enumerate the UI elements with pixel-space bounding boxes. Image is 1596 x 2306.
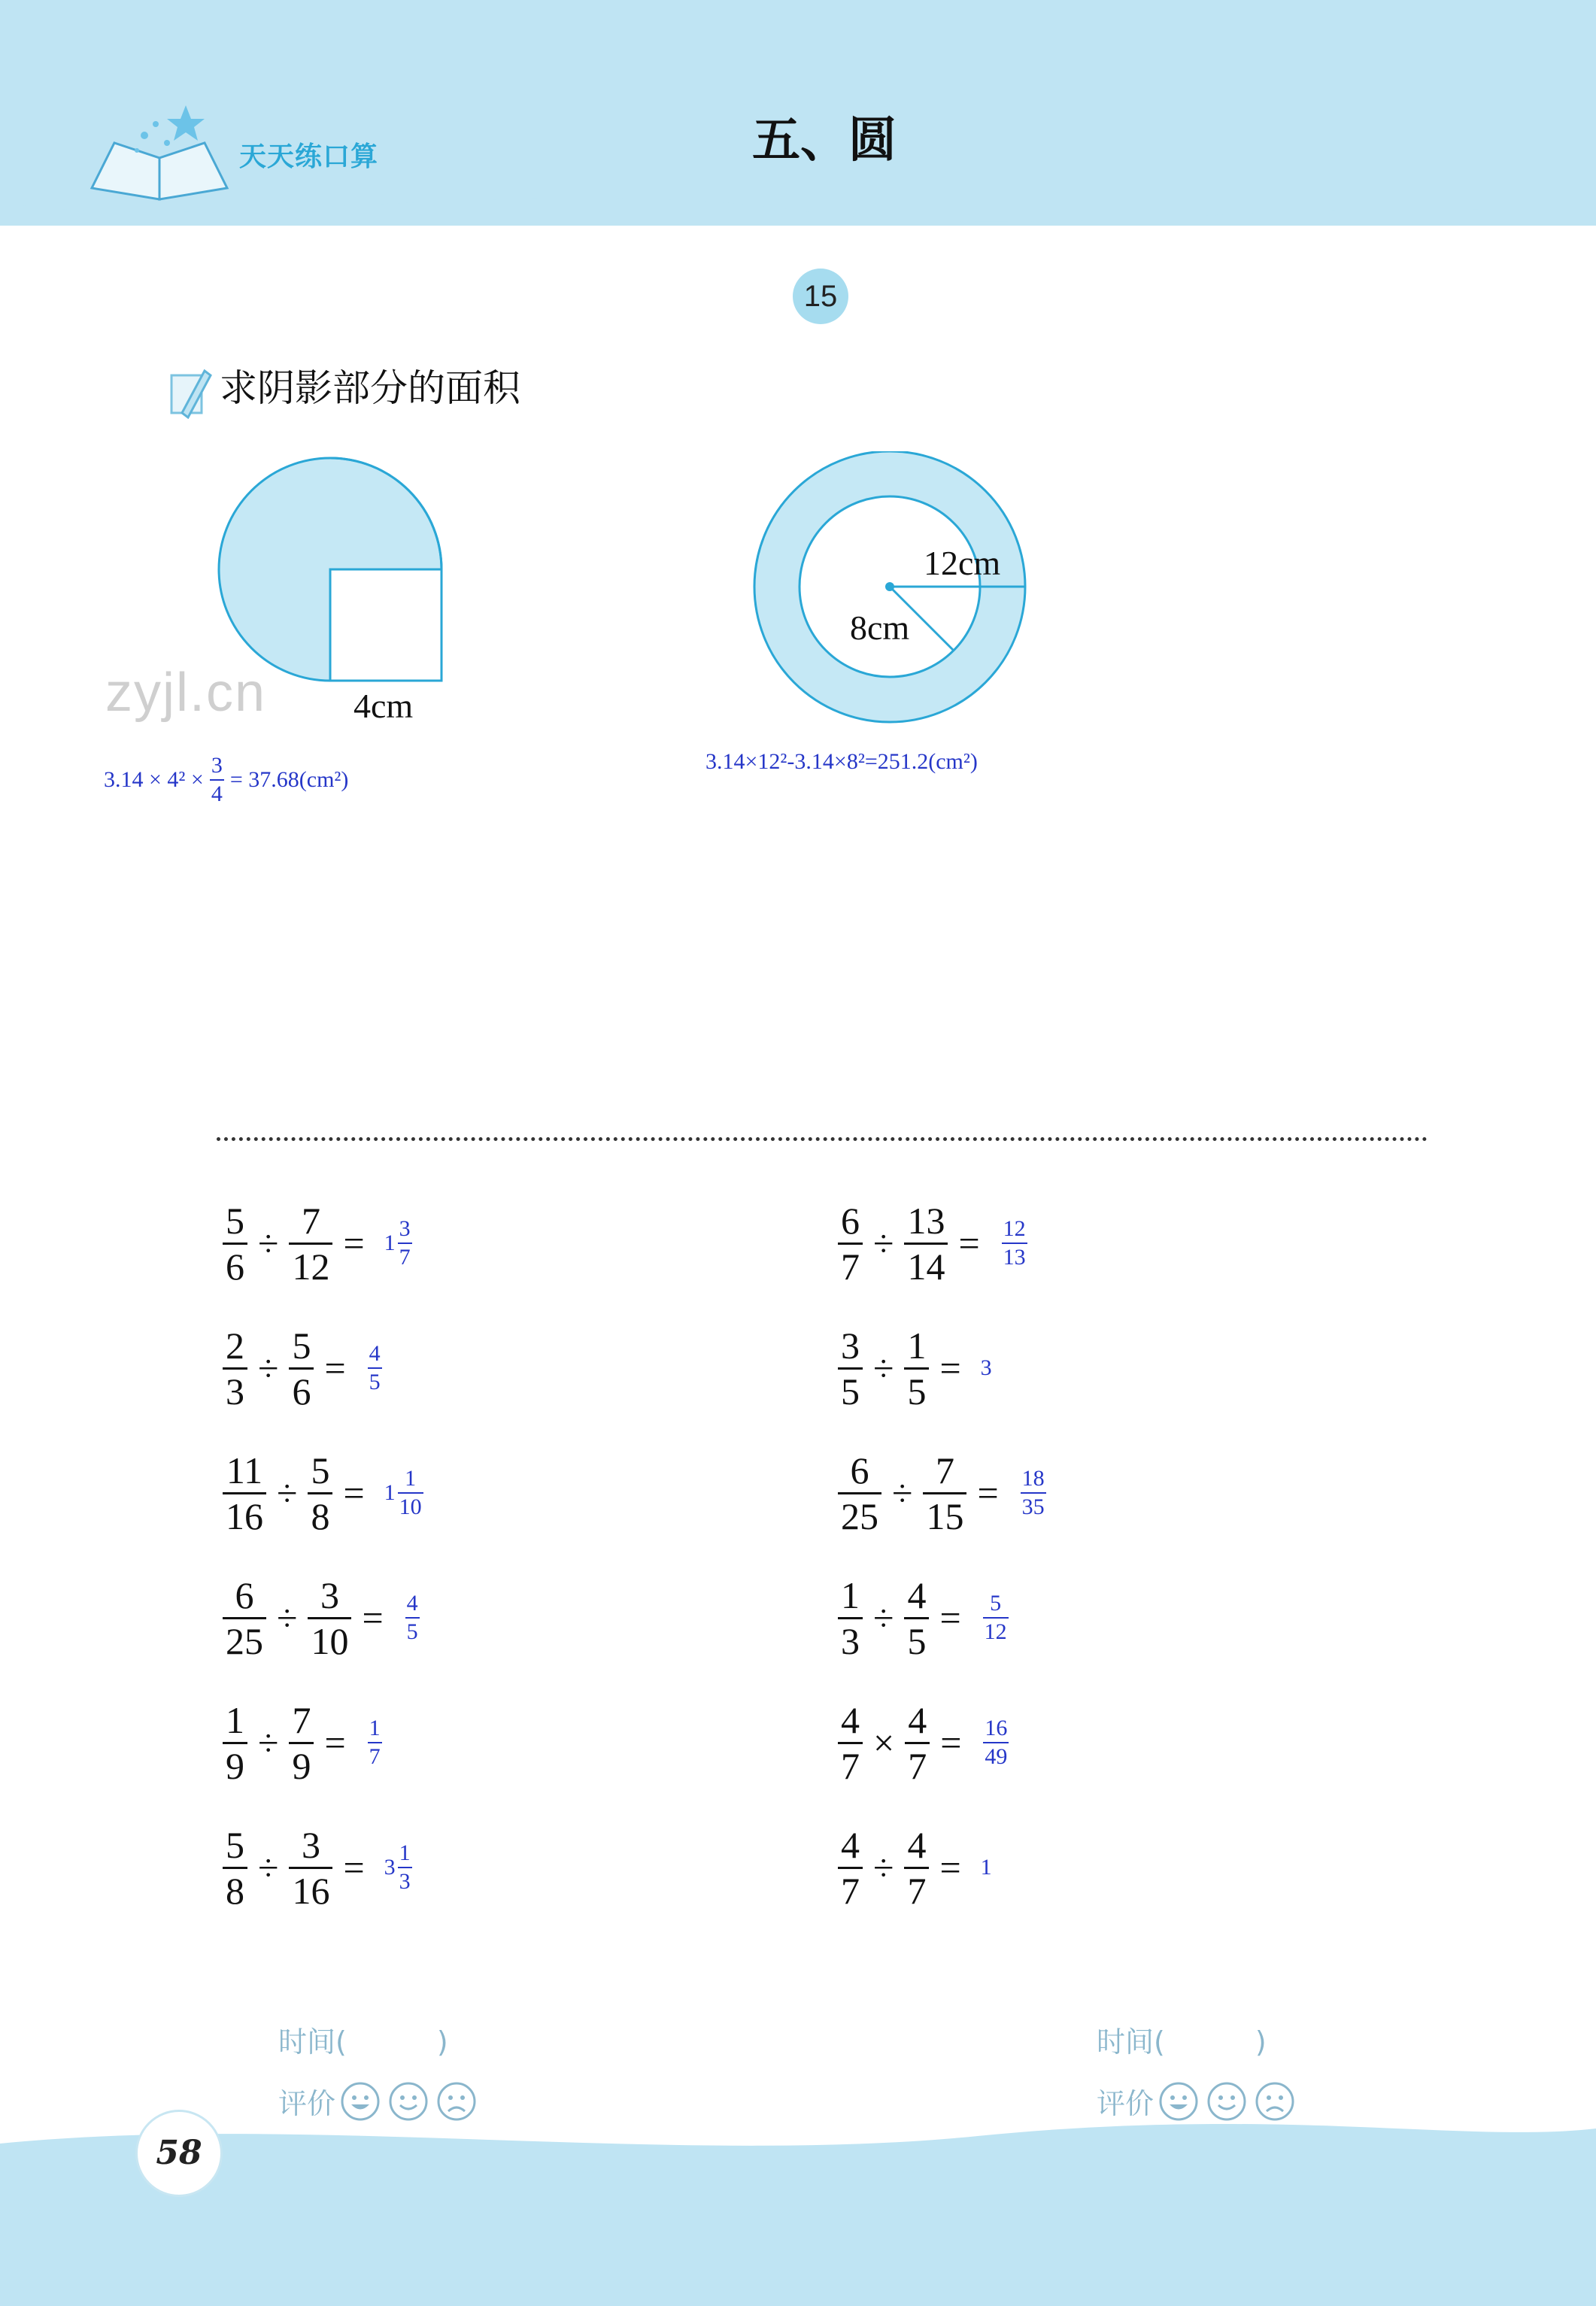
- fraction: [1002, 1215, 1027, 1271]
- fraction: [838, 1573, 863, 1663]
- denominator: 3: [398, 1867, 412, 1895]
- denominator: 12: [289, 1243, 332, 1288]
- denominator: 8: [308, 1492, 332, 1538]
- denominator: 8: [223, 1867, 247, 1913]
- denominator: 6: [289, 1367, 314, 1413]
- denominator: 9: [289, 1742, 314, 1788]
- smile-icon[interactable]: [1158, 2081, 1199, 2122]
- denominator: 3: [223, 1367, 247, 1413]
- operator: ÷: [873, 1597, 894, 1639]
- pencil-note-icon: [167, 365, 214, 419]
- answer-fraction: [210, 752, 224, 808]
- denominator: 25: [838, 1492, 881, 1538]
- side-length-label: 4cm: [353, 687, 414, 725]
- denominator: 16: [223, 1492, 266, 1538]
- fraction: [308, 1573, 351, 1663]
- right-figure-answer: 3.14×12²-3.14×8²=251.2(cm²): [705, 749, 978, 774]
- numerator: 4: [908, 1698, 927, 1741]
- smile-icon[interactable]: [1206, 2081, 1247, 2122]
- exercise-row: [218, 1805, 423, 1930]
- answer-integer: 1: [980, 1855, 992, 1880]
- rating-field-left: [278, 2080, 477, 2122]
- numerator: 1: [907, 1324, 927, 1367]
- operator: ×: [873, 1722, 895, 1764]
- answer: [1018, 1465, 1046, 1521]
- fraction: [368, 1715, 382, 1770]
- time-label: 时间(: [278, 2025, 347, 2059]
- operator: ÷: [873, 1222, 894, 1264]
- numerator: 5: [292, 1324, 311, 1367]
- fraction: [223, 1449, 266, 1538]
- exercise-row: [218, 1680, 423, 1805]
- numerator: 7: [935, 1449, 954, 1491]
- equals-sign: =: [343, 1222, 365, 1264]
- fraction: [838, 1324, 863, 1413]
- denominator: 25: [223, 1617, 266, 1663]
- denominator: 10: [308, 1617, 351, 1663]
- numerator: 4: [841, 1823, 860, 1866]
- equals-sign: =: [362, 1597, 384, 1639]
- denominator: 12: [983, 1617, 1009, 1646]
- answer: [1000, 1215, 1027, 1271]
- header-wave: [0, 173, 1596, 263]
- numerator: 6: [850, 1449, 869, 1491]
- footer-wave: [0, 2098, 1596, 2174]
- fraction: [904, 1199, 948, 1288]
- operator: ÷: [277, 1597, 298, 1639]
- fraction: [289, 1698, 314, 1788]
- operator: ÷: [892, 1472, 913, 1514]
- equals-sign: =: [939, 1597, 961, 1639]
- numerator: 1: [841, 1573, 860, 1616]
- fraction: [838, 1823, 863, 1913]
- fraction: [398, 1840, 412, 1895]
- equals-sign: =: [324, 1722, 346, 1764]
- watermark-text: zyjl.cn: [105, 663, 267, 723]
- answer-whole: 1: [384, 1230, 396, 1255]
- exercise-row: [218, 1181, 423, 1306]
- fraction: [983, 1715, 1009, 1770]
- operator: ÷: [873, 1347, 894, 1389]
- equals-sign: =: [940, 1722, 962, 1764]
- fraction: [289, 1199, 332, 1288]
- numerator: 11: [226, 1449, 263, 1491]
- answer-whole: 1: [384, 1480, 396, 1505]
- answer-fraction-denominator: 4: [210, 779, 224, 808]
- fraction: [904, 1324, 929, 1413]
- fraction: [838, 1449, 881, 1538]
- equals-sign: =: [343, 1846, 365, 1889]
- chapter-title: 五、圆: [752, 113, 897, 168]
- equals-sign: =: [939, 1347, 961, 1389]
- book-logo-icon: [84, 98, 235, 203]
- left-figure-answer: [104, 752, 348, 808]
- fraction: [838, 1698, 863, 1788]
- time-field-left: [278, 2019, 448, 2060]
- numerator: 4: [406, 1591, 418, 1616]
- fraction: [983, 1590, 1009, 1646]
- exercise-row: [833, 1805, 1046, 1930]
- fraction: [1021, 1465, 1046, 1521]
- frown-icon[interactable]: [1255, 2081, 1295, 2122]
- answer-suffix: = 37.68(cm²): [229, 767, 349, 792]
- denominator: 5: [904, 1367, 929, 1413]
- denominator: 7: [838, 1867, 863, 1913]
- exercise-row: [833, 1680, 1046, 1805]
- page-number: 58: [135, 2110, 223, 2197]
- numerator: 1: [399, 1840, 411, 1865]
- numerator: 1: [226, 1698, 244, 1741]
- denominator: 3: [838, 1617, 863, 1663]
- numerator: 3: [841, 1324, 860, 1367]
- series-title: 天天练口算: [239, 141, 379, 171]
- equals-sign: =: [324, 1347, 346, 1389]
- equals-sign: =: [343, 1472, 365, 1514]
- fraction: [368, 1340, 382, 1396]
- numerator: 5: [990, 1591, 1002, 1616]
- numerator: 3: [399, 1216, 411, 1241]
- exercise-row: [218, 1555, 423, 1680]
- answer: [366, 1715, 382, 1770]
- time-field-right: [1097, 2019, 1267, 2060]
- answer-prefix: 3.14 × 4² ×: [104, 767, 204, 792]
- numerator: 18: [1021, 1466, 1045, 1491]
- dotted-separator: [217, 1137, 1428, 1141]
- denominator: 35: [1021, 1492, 1046, 1521]
- answer: [366, 1340, 382, 1396]
- denominator: 5: [368, 1367, 382, 1396]
- answer-whole: 3: [384, 1855, 396, 1880]
- numerator: 3: [320, 1573, 339, 1616]
- numerator: 4: [907, 1573, 927, 1616]
- denominator: 7: [838, 1742, 863, 1788]
- fraction: [398, 1465, 423, 1521]
- operator: ÷: [873, 1846, 894, 1889]
- numerator: 1: [369, 1716, 381, 1740]
- answer: [981, 1715, 1009, 1770]
- fraction: [904, 1573, 929, 1663]
- denominator: 5: [904, 1617, 929, 1663]
- exercise-row: [833, 1555, 1046, 1680]
- denominator: 15: [923, 1492, 966, 1538]
- equals-sign: =: [958, 1222, 980, 1264]
- denominator: 7: [904, 1867, 929, 1913]
- rating-label: 评价: [278, 2087, 336, 2120]
- left-exercise-column: [218, 1181, 423, 1930]
- rating-label: 评价: [1097, 2087, 1155, 2120]
- numerator: 16: [985, 1716, 1008, 1740]
- operator: ÷: [258, 1222, 279, 1264]
- answer: [981, 1590, 1009, 1646]
- equals-sign: =: [977, 1472, 999, 1514]
- denominator: 7: [838, 1243, 863, 1288]
- fraction: [223, 1324, 247, 1413]
- exercise-row: [833, 1181, 1046, 1306]
- denominator: 7: [905, 1742, 930, 1788]
- fraction: [905, 1698, 930, 1788]
- numerator: 6: [841, 1199, 860, 1242]
- fraction: [223, 1573, 266, 1663]
- operator: ÷: [258, 1846, 279, 1889]
- denominator: 49: [983, 1742, 1009, 1770]
- numerator: 6: [235, 1573, 254, 1616]
- fraction: [838, 1199, 863, 1288]
- numerator: 7: [301, 1199, 320, 1242]
- answer: [981, 1855, 992, 1880]
- fraction: [223, 1823, 247, 1913]
- numerator: 5: [226, 1199, 244, 1242]
- exercise-number-badge: 15: [793, 269, 848, 324]
- operator: ÷: [258, 1722, 279, 1764]
- answer: [384, 1215, 412, 1271]
- answer: [384, 1465, 423, 1521]
- exercise-row: [833, 1431, 1046, 1555]
- ring-figure: [745, 451, 1045, 737]
- denominator: 7: [368, 1742, 382, 1770]
- frown-icon[interactable]: [436, 2081, 477, 2122]
- right-exercise-column: [833, 1181, 1046, 1930]
- denominator: 6: [223, 1243, 247, 1288]
- fraction: [223, 1698, 247, 1788]
- answer-integer: 3: [980, 1355, 992, 1380]
- denominator: 9: [223, 1742, 247, 1788]
- time-label: 时间(: [1097, 2025, 1165, 2059]
- denominator: 10: [398, 1492, 423, 1521]
- exercise-row: [218, 1306, 423, 1431]
- section-heading: 求阴影部分的面积: [220, 366, 520, 410]
- answer: [403, 1590, 420, 1646]
- smile-icon[interactable]: [388, 2081, 429, 2122]
- numerator: 12: [1003, 1216, 1026, 1241]
- fraction: [923, 1449, 966, 1538]
- denominator: 5: [838, 1367, 863, 1413]
- rating-field-right: [1097, 2080, 1295, 2122]
- numerator: 1: [405, 1466, 417, 1491]
- numerator: 4: [841, 1698, 860, 1741]
- fraction: [405, 1590, 420, 1646]
- fraction: [308, 1449, 332, 1538]
- numerator: 7: [292, 1698, 311, 1741]
- fraction: [223, 1199, 247, 1288]
- smile-icon[interactable]: [340, 2081, 381, 2122]
- denominator: 5: [405, 1617, 420, 1646]
- time-close: ): [1255, 2025, 1267, 2059]
- numerator: 5: [226, 1823, 244, 1866]
- operator: ÷: [277, 1472, 298, 1514]
- fraction: [904, 1823, 929, 1913]
- denominator: 7: [398, 1243, 412, 1271]
- exercise-row: [833, 1306, 1046, 1431]
- fraction: [398, 1215, 412, 1271]
- exercise-row: [218, 1431, 423, 1555]
- answer: [981, 1355, 992, 1381]
- inner-radius-label: 8cm: [850, 608, 910, 647]
- denominator: 16: [289, 1867, 332, 1913]
- fraction: [289, 1823, 332, 1913]
- operator: ÷: [258, 1347, 279, 1389]
- answer: [384, 1840, 412, 1895]
- fraction: [289, 1324, 314, 1413]
- numerator: 4: [907, 1823, 927, 1866]
- footer-band: [0, 2151, 1596, 2306]
- numerator: 2: [226, 1324, 244, 1367]
- denominator: 13: [1002, 1243, 1027, 1271]
- denominator: 14: [904, 1243, 948, 1288]
- numerator: 13: [907, 1199, 945, 1242]
- equals-sign: =: [939, 1846, 961, 1889]
- numerator: 3: [301, 1823, 320, 1866]
- time-close: ): [436, 2025, 448, 2059]
- numerator: 5: [311, 1449, 330, 1491]
- outer-radius-label: 12cm: [924, 544, 1001, 582]
- numerator: 4: [369, 1341, 381, 1366]
- answer-fraction-numerator: 3: [211, 753, 223, 778]
